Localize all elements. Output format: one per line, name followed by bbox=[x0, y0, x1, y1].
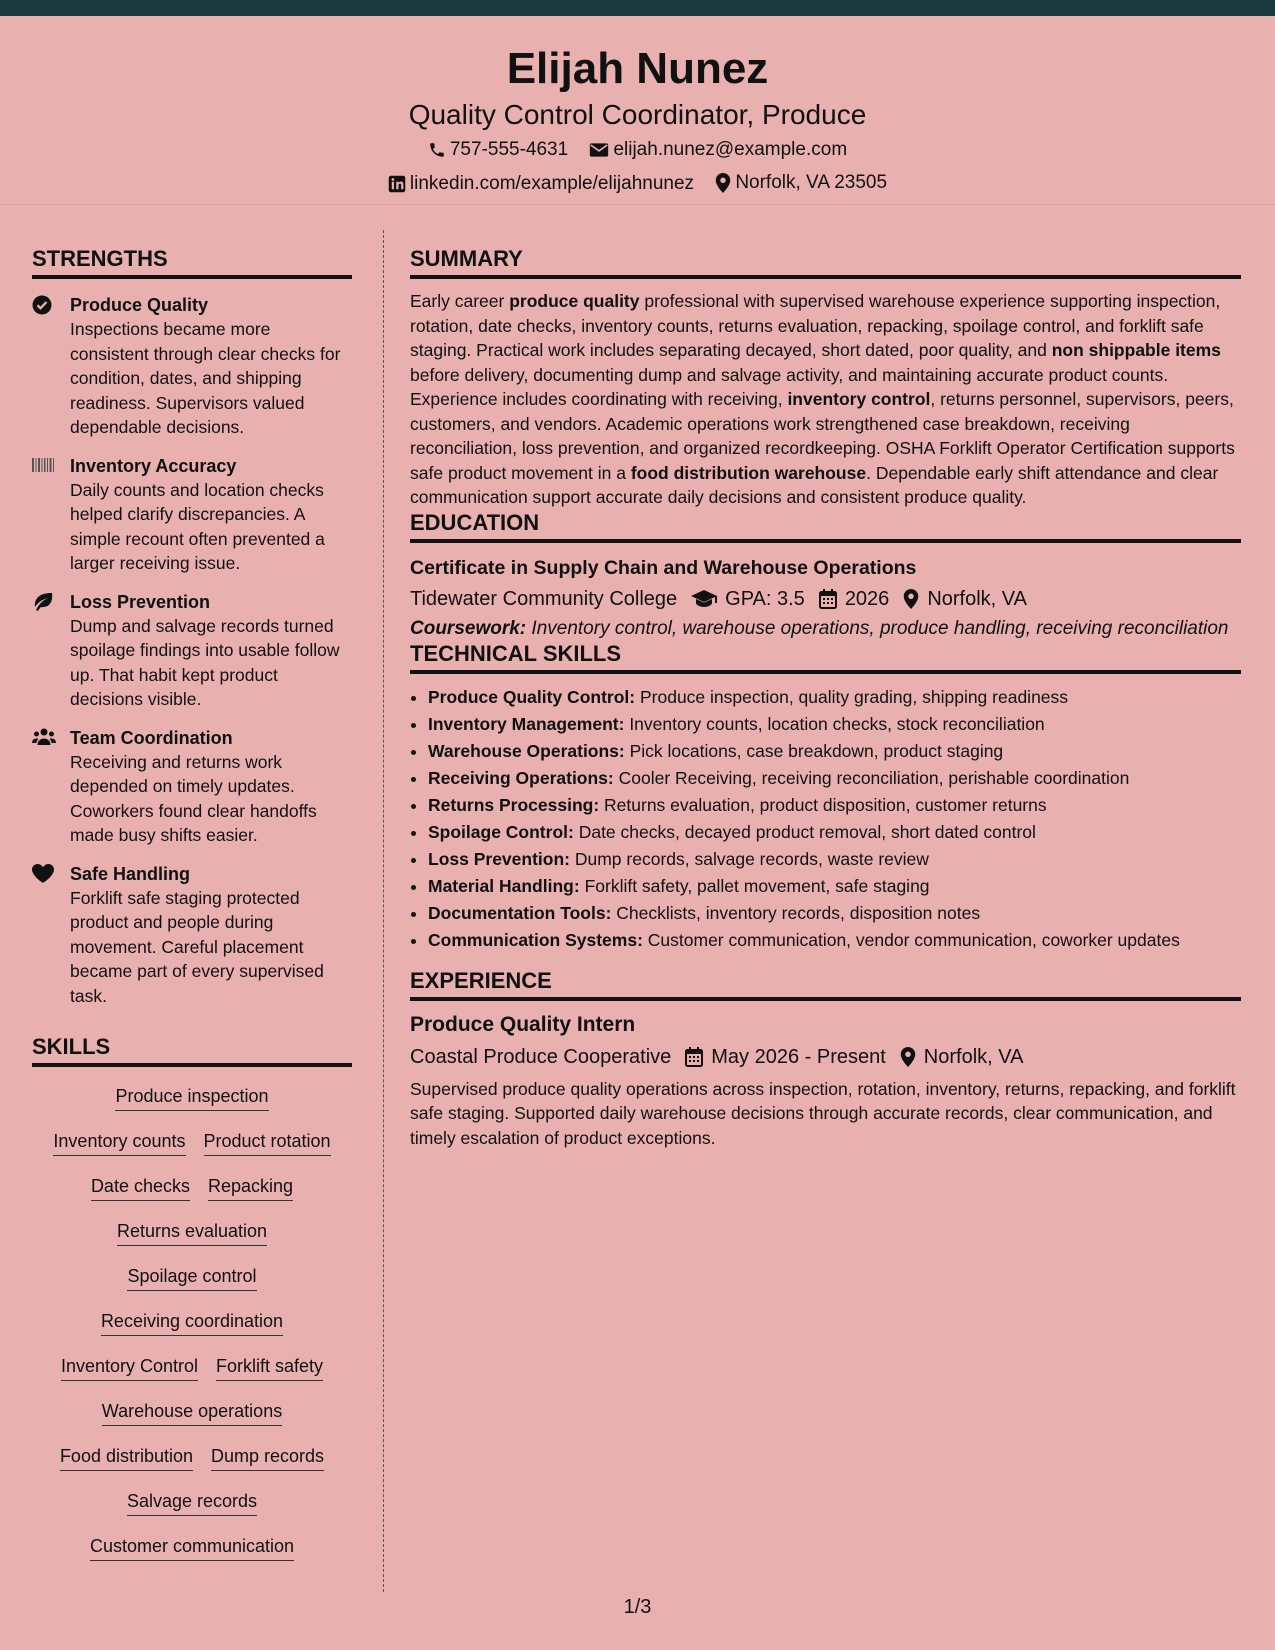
skill-tag: Returns evaluation bbox=[117, 1219, 267, 1246]
barcode-icon bbox=[32, 454, 70, 576]
technical-skill-label: Inventory Management: bbox=[428, 713, 625, 734]
technical-skill-label: Receiving Operations: bbox=[428, 767, 614, 788]
strength-desc: Inspections became more consistent through clear checks for condition, dates, and shipping readiness. Supervisors valued dependable decisions. bbox=[70, 319, 341, 437]
column-divider bbox=[383, 230, 384, 1592]
technical-skill-value: Returns evaluation, product disposition, customer returns bbox=[604, 794, 1047, 815]
edu-location-text: Norfolk, VA bbox=[927, 587, 1027, 610]
technical-skill-label: Spoilage Control: bbox=[428, 821, 574, 842]
candidate-name: Elijah Nunez bbox=[506, 44, 769, 93]
strength-desc: Daily counts and location checks helped clarify discrepancies. A simple recount often prevented a larger receiving issue. bbox=[70, 479, 325, 573]
technical-skill-value: Checklists, inventory records, disposition notes bbox=[616, 902, 981, 923]
strength-title: Inventory Accuracy bbox=[70, 455, 237, 476]
strengths-heading: STRENGTHS bbox=[32, 246, 352, 279]
technical-skill-value: Pick locations, case breakdown, product staging bbox=[629, 740, 1004, 761]
skill-tag: Dump records bbox=[211, 1444, 324, 1471]
technical-skill-value: Produce inspection, quality grading, shipping readiness bbox=[639, 686, 1069, 707]
summary-heading: SUMMARY bbox=[410, 246, 1241, 279]
year-text: 2026 bbox=[844, 587, 890, 610]
technical-skill-label: Material Handling: bbox=[428, 875, 580, 896]
candidate-title: Quality Control Coordinator, Produce bbox=[408, 99, 867, 130]
heart-icon bbox=[32, 862, 70, 1009]
education-meta bbox=[410, 585, 1241, 613]
summary-segment: , returns personnel, supervisors, peers, customers, and vendors. Academic operations work strengthened case breakdown, receiving reconciliation, loss prevention, and organized recordkeeping. OSHA Forklift Operator Certification supports safe product movement in a bbox=[410, 389, 1235, 483]
skill-tag: Inventory counts bbox=[53, 1129, 185, 1156]
phone-icon bbox=[428, 141, 446, 159]
technical-skills-heading: TECHNICAL SKILLS bbox=[410, 641, 1241, 674]
skill-row bbox=[32, 1210, 352, 1255]
skill-row bbox=[32, 1480, 352, 1525]
phone-text: 757-555-4631 bbox=[449, 139, 569, 160]
summary-text bbox=[410, 289, 1241, 510]
skill-tag: Salvage records bbox=[127, 1489, 257, 1516]
skill-tag: Date checks bbox=[91, 1174, 190, 1201]
technical-skill-label: Documentation Tools: bbox=[428, 902, 612, 923]
summary-segment: professional with supervised warehouse experience supporting inspection, rotation, date checks, inventory counts, returns evaluation, repacking, spoilage control, and forklift safe staging. Practical work includes separating decayed, short dated, poor quality, and bbox=[410, 291, 1221, 360]
contact-row-2 bbox=[0, 171, 1275, 200]
top-accent-bar bbox=[0, 0, 1275, 16]
coursework-label: Coursework: bbox=[410, 617, 527, 639]
technical-skill-item bbox=[428, 846, 1241, 873]
technical-skill-item bbox=[428, 927, 1241, 954]
technical-skill-item bbox=[428, 819, 1241, 846]
linkedin-contact[interactable] bbox=[388, 172, 694, 196]
location-text: Norfolk, VA 23505 bbox=[735, 172, 888, 193]
strength-item bbox=[32, 590, 352, 712]
strength-item bbox=[32, 454, 352, 576]
users-icon bbox=[32, 726, 70, 848]
skill-row bbox=[32, 1255, 352, 1300]
technical-skills-list bbox=[410, 684, 1241, 954]
contact-row-1 bbox=[0, 138, 1275, 166]
summary-segment: Early career bbox=[410, 291, 510, 311]
calendar-icon bbox=[819, 589, 837, 609]
technical-skill-label: Loss Prevention: bbox=[428, 848, 570, 869]
experience-meta bbox=[410, 1043, 1241, 1071]
summary-keyword: inventory control bbox=[787, 389, 931, 409]
technical-skill-label: Communication Systems: bbox=[428, 929, 643, 950]
phone-contact[interactable] bbox=[428, 138, 568, 162]
edu-location-item bbox=[903, 585, 1027, 613]
right-column bbox=[410, 246, 1241, 1150]
graduation-cap-icon bbox=[691, 590, 717, 608]
technical-skill-label: Produce Quality Control: bbox=[428, 686, 636, 707]
technical-skill-value: Date checks, decayed product removal, short dated control bbox=[578, 821, 1036, 842]
calendar-icon bbox=[685, 1047, 703, 1067]
coursework-text: Inventory control, warehouse operations, produce handling, receiving reconciliation bbox=[531, 617, 1229, 639]
map-pin-icon bbox=[900, 1047, 916, 1067]
skill-row bbox=[32, 1345, 352, 1390]
skill-row bbox=[32, 1300, 352, 1345]
school-name: Tidewater Community College bbox=[410, 587, 678, 610]
technical-skill-value: Forklift safety, pallet movement, safe staging bbox=[584, 875, 930, 896]
technical-skill-label: Returns Processing: bbox=[428, 794, 600, 815]
job-description: Supervised produce quality operations across inspection, rotation, inventory, returns, repacking, and forklift safe staging. Supported daily warehouse decisions through accurate records, clear communication, and timely escalation of product exceptions. bbox=[410, 1078, 1236, 1148]
skill-tag: Customer communication bbox=[90, 1534, 294, 1561]
skill-tag: Warehouse operations bbox=[102, 1399, 282, 1426]
skill-row bbox=[32, 1525, 352, 1570]
strength-title: Team Coordination bbox=[70, 727, 233, 748]
education-heading: EDUCATION bbox=[410, 510, 1241, 543]
page-number: 1/3 bbox=[623, 1596, 652, 1618]
strength-title: Safe Handling bbox=[70, 863, 191, 884]
linkedin-text: linkedin.com/example/elijahnunez bbox=[409, 173, 695, 194]
skill-tag: Produce inspection bbox=[115, 1084, 268, 1111]
leaf-icon bbox=[32, 590, 70, 712]
dates-item bbox=[685, 1043, 886, 1071]
summary-keyword: food distribution warehouse bbox=[630, 462, 867, 483]
coursework bbox=[410, 617, 1241, 641]
company-name: Coastal Produce Cooperative bbox=[410, 1045, 672, 1068]
degree-title: Certificate in Supply Chain and Warehouse Operations bbox=[410, 556, 917, 579]
technical-skill-value: Inventory counts, location checks, stock reconciliation bbox=[629, 713, 1045, 734]
resume-header bbox=[0, 16, 1275, 204]
strength-desc: Dump and salvage records turned spoilage findings into usable follow up. That habit kept product decisions visible. bbox=[70, 615, 340, 709]
technical-skill-item bbox=[428, 900, 1241, 927]
skill-tag: Food distribution bbox=[60, 1444, 193, 1471]
email-contact[interactable] bbox=[589, 138, 847, 162]
dates-text: May 2026 - Present bbox=[711, 1045, 886, 1068]
strength-item bbox=[32, 862, 352, 1009]
technical-skill-label: Warehouse Operations: bbox=[428, 740, 625, 761]
exp-location-item bbox=[900, 1043, 1024, 1071]
technical-skill-item bbox=[428, 792, 1241, 819]
skill-tag: Receiving coordination bbox=[101, 1309, 283, 1336]
location-contact bbox=[715, 171, 887, 195]
check-circle-icon bbox=[32, 293, 70, 440]
technical-skill-item bbox=[428, 765, 1241, 792]
skills-tag-cloud bbox=[32, 1075, 352, 1570]
technical-skill-item bbox=[428, 738, 1241, 765]
strength-title: Loss Prevention bbox=[70, 591, 211, 612]
technical-skill-item bbox=[428, 711, 1241, 738]
skill-row bbox=[32, 1165, 352, 1210]
map-pin-icon bbox=[903, 589, 919, 609]
summary-keyword: non shippable items bbox=[1051, 340, 1221, 360]
skill-tag: Spoilage control bbox=[127, 1264, 256, 1291]
exp-location-text: Norfolk, VA bbox=[923, 1045, 1024, 1068]
skill-row bbox=[32, 1435, 352, 1480]
summary-segment: . Dependable early shift attendance and clear communication support accurate daily decisions and consistent produce quality. bbox=[410, 462, 1219, 507]
summary-keyword: produce quality bbox=[509, 291, 640, 311]
year-item bbox=[819, 585, 890, 613]
skill-row bbox=[32, 1390, 352, 1435]
skills-heading: SKILLS bbox=[32, 1034, 352, 1067]
technical-skill-value: Cooler Receiving, receiving reconciliation, perishable coordination bbox=[618, 767, 1130, 788]
skill-tag: Forklift safety bbox=[216, 1354, 323, 1381]
envelope-icon bbox=[589, 141, 609, 159]
header-divider bbox=[0, 204, 1275, 205]
technical-skill-item bbox=[428, 684, 1241, 711]
gpa-item bbox=[691, 585, 805, 613]
skill-row bbox=[32, 1120, 352, 1165]
email-text: elijah.nunez@example.com bbox=[613, 139, 848, 160]
experience-heading: EXPERIENCE bbox=[410, 968, 1241, 1001]
technical-skill-item bbox=[428, 873, 1241, 900]
linkedin-icon bbox=[388, 175, 406, 193]
skill-row bbox=[32, 1075, 352, 1120]
technical-skill-value: Customer communication, vendor communication, coworker updates bbox=[647, 929, 1180, 950]
job-title: Produce Quality Intern bbox=[410, 1012, 636, 1036]
left-column bbox=[32, 246, 352, 1570]
strength-item bbox=[32, 726, 352, 848]
strength-desc: Receiving and returns work depended on timely updates. Coworkers found clear handoffs made busy shifts easier. bbox=[70, 751, 317, 845]
skill-tag: Repacking bbox=[208, 1174, 293, 1201]
gpa-text: GPA: 3.5 bbox=[725, 587, 805, 610]
skill-tag: Inventory Control bbox=[61, 1354, 198, 1381]
summary-segment: before delivery, documenting dump and salvage activity, and maintaining accurate product counts. Experience includes coordinating with receiving, bbox=[410, 364, 1169, 409]
technical-skill-value: Dump records, salvage records, waste review bbox=[574, 848, 929, 869]
strength-title: Produce Quality bbox=[70, 295, 209, 315]
map-pin-icon bbox=[715, 173, 731, 193]
strength-desc: Forklift safe staging protected product and people during movement. Careful placement became part of every supervised task. bbox=[70, 887, 324, 1006]
strength-item bbox=[32, 293, 352, 440]
skill-tag: Product rotation bbox=[204, 1129, 331, 1156]
